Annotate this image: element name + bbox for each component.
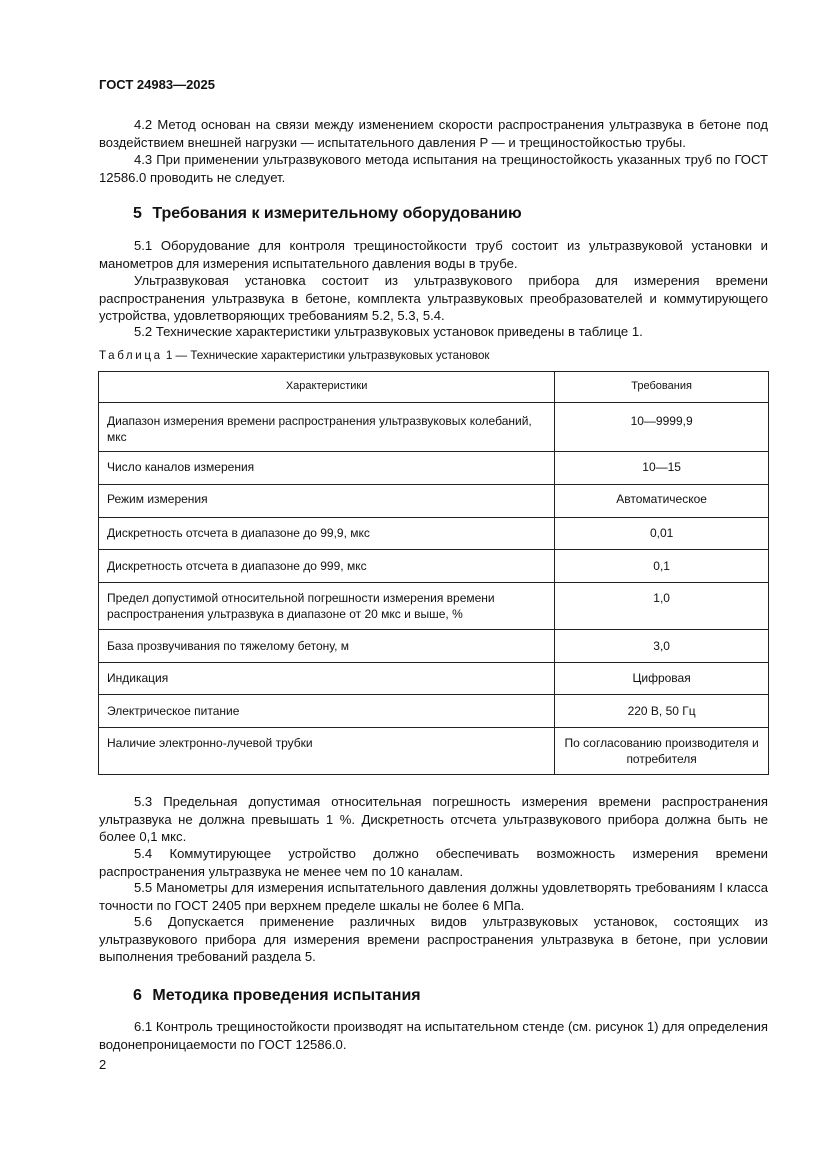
paragraph-ultrasound-setup: Ультразвуковая установка состоит из ультразвукового прибора для измерения времени распространения ультразвука в бетоне, комплекта ультразвуковых преобразователей и коммутирующего устройства, удовлетворяющих требованиям 5.2, 5.3, 5.4. — [99, 273, 768, 324]
paragraph-6-1: 6.1 Контроль трещиностойкости производят на испытательном стенде (см. рисунок 1) для определения водонепроницаемости по ГОСТ 12586.0. — [99, 1019, 768, 1052]
section-5-heading — [133, 205, 522, 223]
table-row — [99, 728, 769, 775]
table-cell-value: Цифровая — [555, 663, 769, 695]
table-cell-value: 220 В, 50 Гц — [555, 695, 769, 728]
section-number: 6 — [133, 987, 142, 1004]
paragraph-4-3: 4.3 При применении ультразвукового метода испытания на трещиностойкость указанных труб по ГОСТ 12586.0 проводить не следует. — [99, 152, 768, 185]
table-cell-name: Наличие электронно-лучевой трубки — [99, 728, 555, 775]
table-caption — [99, 349, 489, 362]
table-header-row — [99, 372, 769, 403]
table-caption-text: 1 — Технические характеристики ультразвуковых установок — [162, 349, 490, 362]
table-row — [99, 663, 769, 695]
table-header-characteristics: Характеристики — [99, 372, 555, 403]
paragraph-5-3: 5.3 Предельная допустимая относительная погрешность измерения времени распространения ультразвука не должна превышать 1 %. Дискретность отсчета ультразвукового прибора должна быть не более 0,1 мкс. — [99, 794, 768, 845]
table-row — [99, 630, 769, 663]
table-cell-value: 0,1 — [555, 550, 769, 583]
table-cell-name: Дискретность отсчета в диапазоне до 99,9, мкс — [99, 518, 555, 550]
table-row — [99, 518, 769, 550]
table-cell-value: 10—9999,9 — [555, 403, 769, 452]
table-row — [99, 550, 769, 583]
table-cell-value: Автоматическое — [555, 485, 769, 518]
paragraph-5-4: 5.4 Коммутирующее устройство должно обеспечивать возможность измерения времени распространения ультразвука не менее чем по 10 каналам. — [99, 846, 768, 879]
table-cell-name: Электрическое питание — [99, 695, 555, 728]
document-header: ГОСТ 24983—2025 — [99, 77, 215, 92]
table-cell-name: Индикация — [99, 663, 555, 695]
table-cell-value: По согласованию производителя и потребителя — [555, 728, 769, 775]
table-header-requirements: Требования — [555, 372, 769, 403]
section-title: Требования к измерительному оборудованию — [152, 205, 522, 222]
table-row — [99, 583, 769, 630]
table-row — [99, 695, 769, 728]
specifications-table — [98, 371, 769, 775]
table-cell-name: Дискретность отсчета в диапазоне до 999, мкс — [99, 550, 555, 583]
table-cell-name: Режим измерения — [99, 485, 555, 518]
table-cell-name: Число каналов измерения — [99, 452, 555, 485]
page-number: 2 — [99, 1057, 107, 1072]
section-number: 5 — [133, 205, 142, 222]
table-row — [99, 452, 769, 485]
table-cell-value: 0,01 — [555, 518, 769, 550]
table-cell-name: Предел допустимой относительной погрешности измерения времени распространения ультразвука в диапазоне от 20 мкс и выше, % — [99, 583, 555, 630]
table-cell-value: 10—15 — [555, 452, 769, 485]
table-cell-name: Диапазон измерения времени распространения ультразвуковых колебаний, мкс — [99, 403, 555, 452]
table-caption-word: Таблица — [99, 349, 163, 362]
table-cell-name: База прозвучивания по тяжелому бетону, м — [99, 630, 555, 663]
section-6-heading — [133, 987, 421, 1005]
paragraph-5-6: 5.6 Допускается применение различных видов ультразвуковых установок, состоящих из ультразвукового прибора для измерения времени распространения ультразвука в бетоне, при условии выполнения требований раздела 5. — [99, 914, 768, 965]
section-title: Методика проведения испытания — [152, 987, 421, 1004]
paragraph-5-2: 5.2 Технические характеристики ультразвуковых установок приведены в таблице 1. — [134, 324, 643, 339]
table-cell-value: 1,0 — [555, 583, 769, 630]
table-cell-value: 3,0 — [555, 630, 769, 663]
paragraph-5-5: 5.5 Манометры для измерения испытательного давления должны удовлетворять требованиям I класса точности по ГОСТ 2405 при верхнем пределе шкалы не более 6 МПа. — [99, 880, 768, 913]
paragraph-5-1: 5.1 Оборудование для контроля трещиностойкости труб состоит из ультразвуковой установки и манометров для измерения испытательного давления воды в трубе. — [99, 238, 768, 271]
paragraph-4-2: 4.2 Метод основан на связи между изменением скорости распространения ультразвука в бетоне под воздействием внешней нагрузки — испытательного давления P — и трещиностойкостью трубы. — [99, 117, 768, 150]
table-row — [99, 403, 769, 452]
table-row — [99, 485, 769, 518]
